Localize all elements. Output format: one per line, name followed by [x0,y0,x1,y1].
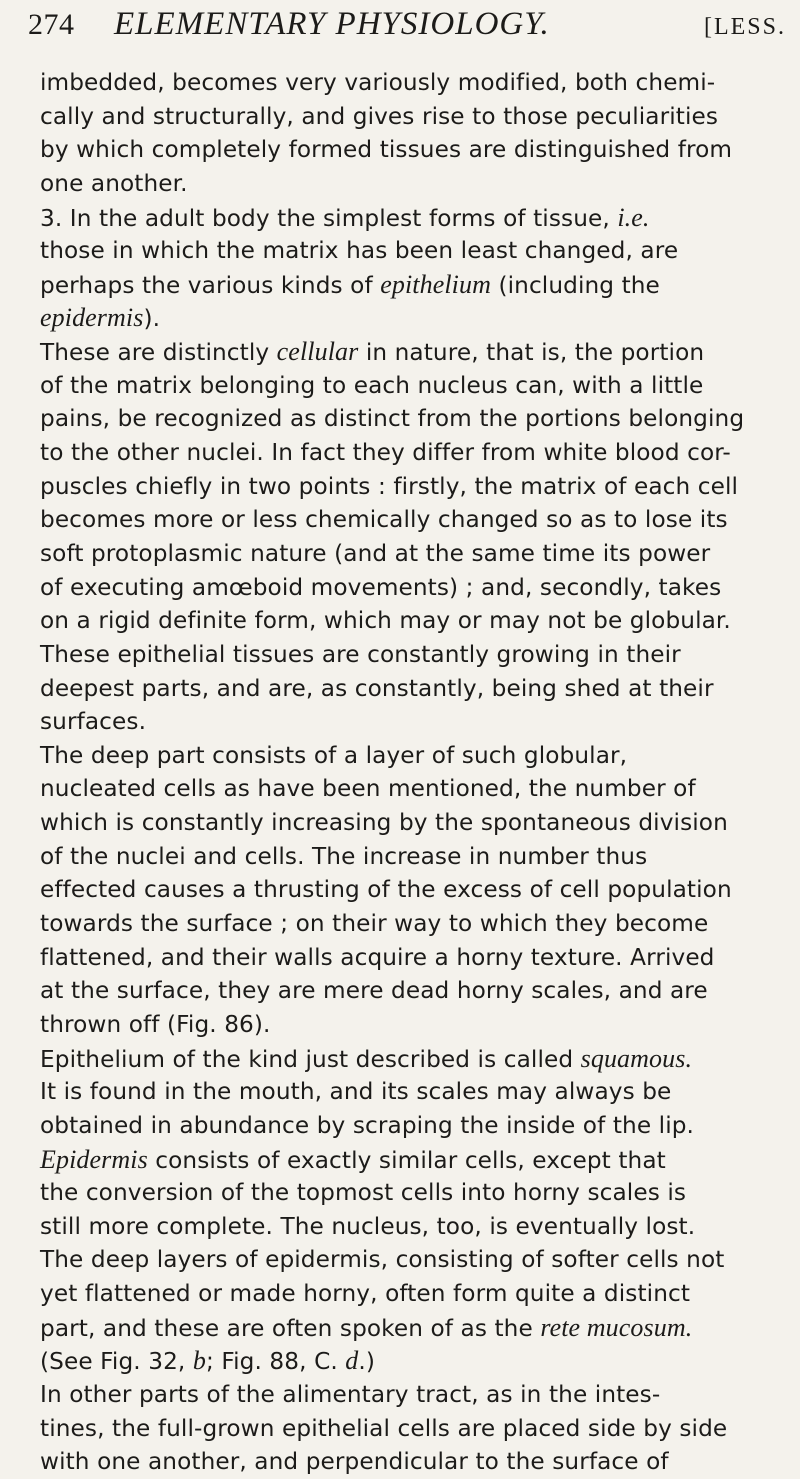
text-run: imbedded, becomes very variously modified, both chemi- [40,69,716,96]
text-line [40,234,778,268]
text-line [40,739,778,773]
text-line [40,1445,778,1479]
text-run: of the matrix belonging to each nucleus can, with a little [40,371,704,399]
text-run: with one another, and perpendicular to the surface of [40,1448,669,1476]
text-line [40,873,778,907]
text-run: those in which the matrix has been least changed, are [40,237,679,265]
text-line [40,1042,778,1076]
text-line [40,100,778,134]
text-line [40,638,778,672]
text-run: The deep part consists of a layer of such globular, [40,741,628,769]
text-run: obtained in abundance by scraping the inside of the lip. [40,1111,695,1139]
text-line [40,672,778,706]
text-line [40,1176,778,1210]
text-run: of the nuclei and cells. The increase in number thus [40,842,648,870]
text-line [40,907,778,941]
text-run: one another. [40,169,188,197]
italic-text: squamous. [580,1043,693,1073]
text-run: on a rigid definite form, which may or may not be globular. [40,607,731,635]
text-run: towards the surface ; on their way to which they become [40,910,709,938]
text-run: Epithelium of the kind just described is called [40,1045,581,1073]
text-line [40,1277,778,1311]
text-line [40,369,778,403]
text-line [40,66,778,100]
text-run: cally and structurally, and gives rise to those peculiarities [40,102,719,130]
text-run: yet flattened or made horny, often form quite a distinct [40,1280,691,1308]
text-run: nucleated cells as have been mentioned, the number of [40,775,696,803]
text-run: It is found in the mouth, and its scales may always be [40,1078,672,1106]
page-body-text [40,66,778,1479]
italic-text: cellular [276,337,359,367]
text-line [40,503,778,537]
italic-text: rete mucosum. [540,1312,693,1342]
text-run: ; Fig. 88, C. [205,1348,346,1376]
text-line [40,772,778,806]
text-line [40,1243,778,1277]
lesson-marker: [LESS. [703,14,786,40]
text-line [40,806,778,840]
text-line [40,941,778,975]
italic-text: epidermis [40,303,144,333]
text-run: in nature, that is, the portion [358,339,705,367]
text-line [40,268,778,302]
italic-text: d [345,1346,359,1376]
text-run: These epithelial tissues are constantly growing in their [40,640,681,668]
italic-text: Epidermis [40,1144,148,1174]
text-line [40,201,778,235]
text-line [40,1412,778,1446]
text-run: ). [143,305,161,333]
text-line [40,133,778,167]
text-run: soft protoplasmic nature (and at the same time its power [40,539,711,567]
text-line [40,537,778,571]
text-run: These are distinctly [40,339,277,367]
text-run: of executing amœboid movements) ; and, secondly, takes [40,573,722,601]
text-line [40,1378,778,1412]
text-line [40,335,778,369]
text-run: tines, the full-grown epithelial cells are placed side by side [40,1414,728,1442]
text-line [40,571,778,605]
text-line [40,1311,778,1345]
text-run: pains, be recognized as distinct from the portions belonging [40,405,745,433]
text-run: consists of exactly similar cells, except that [147,1146,666,1174]
text-line [40,1008,778,1042]
text-run: still more complete. The nucleus, too, is eventually lost. [40,1212,696,1240]
text-line [40,402,778,436]
text-run: surfaces. [40,708,147,736]
text-line [40,1075,778,1109]
text-run: puscles chiefly in two points : firstly, the matrix of each cell [40,472,739,500]
text-run: which is constantly increasing by the spontaneous division [40,809,728,837]
running-head [28,6,786,64]
text-run: (See Fig. 32, [40,1348,193,1376]
text-line [40,167,778,201]
text-run: the conversion of the topmost cells into horny scales is [40,1179,687,1207]
text-run: thrown off (Fig. 86). [40,1010,271,1038]
text-line [40,1143,778,1177]
text-line [40,705,778,739]
text-run: The deep layers of epidermis, consisting of softer cells not [40,1246,725,1274]
text-run: to the other nuclei. In fact they differ from white blood cor- [40,439,731,467]
text-line [40,436,778,470]
text-line [40,470,778,504]
text-run: In other parts of the alimentary tract, as in the intes- [40,1380,661,1408]
text-line [40,604,778,638]
text-run: becomes more or less chemically changed so as to lose its [40,506,728,534]
running-title: ELEMENTARY PHYSIOLOGY. [114,6,550,42]
text-line [40,840,778,874]
text-run: effected causes a thrusting of the excess of cell population [40,876,732,904]
text-line [40,1210,778,1244]
italic-text: i.e. [617,202,650,232]
page-number: 274 [28,8,75,41]
text-run: 3. In the adult body the simplest forms of tissue, [40,204,618,232]
text-line [40,974,778,1008]
text-line [40,1109,778,1143]
text-run: flattened, and their walls acquire a horny texture. Arrived [40,943,715,971]
text-run: (including the [490,271,660,299]
text-run: perhaps the various kinds of [40,271,381,299]
text-line [40,1344,778,1378]
text-run: at the surface, they are mere dead horny scales, and are [40,977,708,1005]
italic-text: epithelium [380,269,491,299]
text-run: .) [358,1348,376,1376]
text-run: by which completely formed tissues are distinguished from [40,136,733,164]
text-line [40,301,778,335]
text-run: deepest parts, and are, as constantly, being shed at their [40,674,714,702]
italic-text: b [192,1346,206,1376]
text-run: part, and these are often spoken of as the [40,1314,541,1342]
